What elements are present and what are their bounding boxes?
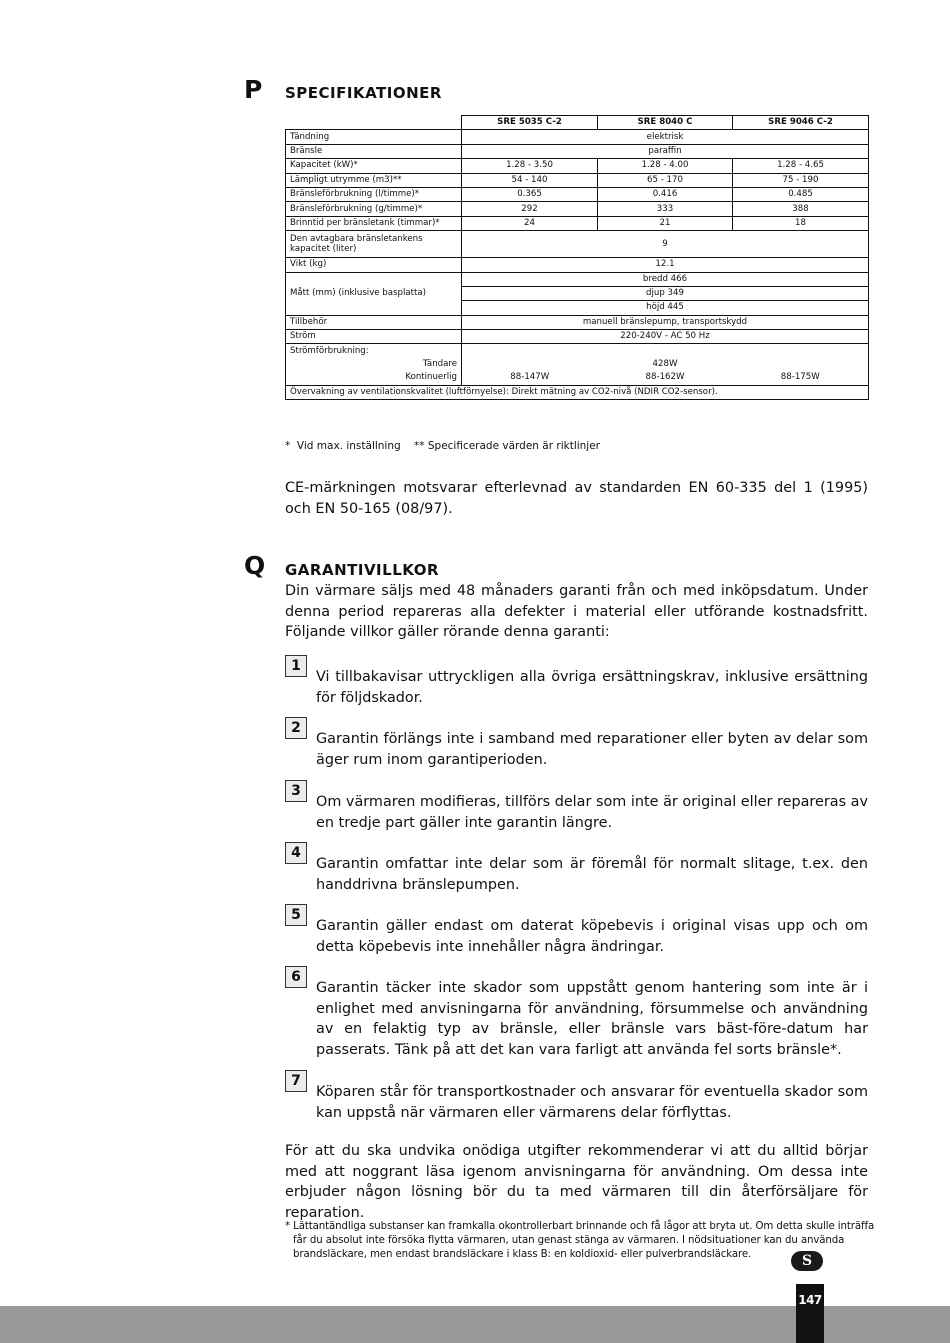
table-row — [286, 258, 869, 272]
row-value: 0.416 — [598, 187, 733, 201]
row-value: 75 - 190 — [733, 173, 869, 187]
item-text: Vi tillbakavisar uttryckligen alla övriga ersättningskrav, inklusive ersättning för följdskador. — [316, 669, 868, 706]
item-number-box: 7 — [285, 1070, 307, 1092]
row-value: 333 — [598, 202, 733, 216]
item-number-box: 3 — [285, 780, 307, 802]
table-row — [286, 272, 869, 286]
table-row — [286, 130, 869, 144]
row-value: 292 — [462, 202, 598, 216]
row-value: 21 — [598, 216, 733, 230]
row-label: Lämpligt utrymme (m3)** — [286, 173, 462, 187]
model-header: SRE 9046 C-2 — [733, 116, 869, 130]
row-value-empty — [462, 344, 869, 358]
row-value: 88-162W — [598, 371, 733, 385]
row-note: Övervakning av ventilationskvalitet (luftförnyelse): Direkt mätning av CO2-nivå (NDIR CO2-sensor). — [286, 385, 869, 399]
section-title-warranty: GARANTIVILLKOR — [285, 561, 440, 579]
row-value: 18 — [733, 216, 869, 230]
row-value: 88-175W — [733, 371, 869, 385]
row-value: djup 349 — [462, 286, 869, 300]
table-row — [286, 385, 869, 399]
item-number-box: 4 — [285, 842, 307, 864]
specifications-table — [285, 115, 869, 400]
table-row — [286, 344, 869, 358]
row-label: Tändare — [286, 358, 462, 371]
table-row — [286, 159, 869, 173]
item-text: Garantin täcker inte skador som uppstått genom hantering som inte är i enlighet med anvisningarna för användning, försummelse och användning av en felaktig typ av bränsle, eller bränsle vars bäst-före-datum har passerats. Tänk på att det kan vara farligt att använda fel sorts bränsle*. — [316, 980, 868, 1058]
item-number-box: 5 — [285, 904, 307, 926]
item-number-box: 2 — [285, 717, 307, 739]
item-number-box: 1 — [285, 655, 307, 677]
row-value: höjd 445 — [462, 301, 869, 315]
row-value: 88-147W — [462, 371, 598, 385]
section-letter-p: P — [244, 75, 263, 104]
table-row — [286, 202, 869, 216]
table-row — [286, 358, 869, 371]
row-value: 1.28 - 3.50 — [462, 159, 598, 173]
model-header: SRE 5035 C-2 — [462, 116, 598, 130]
row-label: Kapacitet (kW)* — [286, 159, 462, 173]
row-value: 1.28 - 4.65 — [733, 159, 869, 173]
row-label: Bränsle — [286, 144, 462, 158]
row-label: Kontinuerlig — [286, 371, 462, 385]
row-value: 0.365 — [462, 187, 598, 201]
row-label: Ström — [286, 330, 462, 344]
row-label: Mått (mm) (inklusive basplatta) — [286, 272, 462, 315]
closing-text: För att du ska undvika onödiga utgifter rekommenderar vi att du alltid börjar med att noggrant läsa igenom anvisningarna för användning. Om dessa inte erbjuder någon lösning bör du ta med värmaren till din återförsäljare för reparation. — [285, 1143, 868, 1221]
row-value: 0.485 — [733, 187, 869, 201]
row-value: 220-240V - AC 50 Hz — [462, 330, 869, 344]
item-text: Köparen står för transportkostnader och ansvarar för eventuella skador som kan uppstå när värmaren eller värmarens delar förflyttas. — [316, 1084, 868, 1121]
table-row — [286, 371, 869, 385]
item-text: Om värmaren modifieras, tillförs delar som inte är original eller repareras av en tredje part gäller inte garantin längre. — [316, 794, 868, 831]
row-value: 388 — [733, 202, 869, 216]
row-label: Tillbehör — [286, 315, 462, 329]
section-title-specifications: SPECIFIKATIONER — [285, 84, 442, 102]
item-text: Garantin gäller endast om daterat köpebevis i original visas upp och om detta köpebevis inte innehåller några ändringar. — [316, 918, 868, 955]
row-label: Tändning — [286, 130, 462, 144]
row-value: 9 — [462, 231, 869, 258]
row-value: manuell bränslepump, transportskydd — [462, 315, 869, 329]
row-value: 1.28 - 4.00 — [598, 159, 733, 173]
table-row — [286, 330, 869, 344]
model-header: SRE 8040 C — [598, 116, 733, 130]
item-number-box: 6 — [285, 966, 307, 988]
language-badge: S — [791, 1251, 823, 1271]
row-value: 65 - 170 — [598, 173, 733, 187]
warranty-intro: Din värmare säljs med 48 månaders garanti från och med inköpsdatum. Under denna period repareras alla defekter i material eller utförande kostnadsfritt. Följande villkor gäller rörande denna garanti: — [285, 583, 868, 641]
section-letter-q: Q — [244, 551, 266, 580]
table-row — [286, 315, 869, 329]
row-value: elektrisk — [462, 130, 869, 144]
ce-text: CE-märkningen motsvarar efterlevnad av standarden EN 60-335 del 1 (1995) och EN 50-165 (08/97). — [285, 480, 868, 517]
row-value: 54 - 140 — [462, 173, 598, 187]
table-row — [286, 173, 869, 187]
row-value: paraffin — [462, 144, 869, 158]
table-row — [286, 231, 869, 258]
table-row — [286, 144, 869, 158]
row-label: Vikt (kg) — [286, 258, 462, 272]
row-label: Bränsleförbrukning (g/timme)* — [286, 202, 462, 216]
row-label: Den avtagbara bränsletankens kapacitet (liter) — [286, 231, 462, 258]
row-label: Brinntid per bränsletank (timmar)* — [286, 216, 462, 230]
row-value: 24 — [462, 216, 598, 230]
row-value: bredd 466 — [462, 272, 869, 286]
page-number: 147 — [796, 1284, 824, 1343]
item-text: Garantin förlängs inte i samband med reparationer eller byten av delar som äger rum inom garantiperioden. — [316, 731, 868, 768]
row-label: Bränsleförbrukning (l/timme)* — [286, 187, 462, 201]
table-header-row — [286, 116, 869, 130]
bottom-footnote: * Lättantändliga substanser kan framkalla okontrollerbart brinnande och få lågor att bryta ut. Om detta skulle inträffa får du absolut inte försöka flytta värmaren, utan genast stänga av värmaren. I nödsituationer kan du använda brandsläckare, men endast brandsläckare i klass B: en koldioxid- eller pulverbrandsläckare. — [285, 1221, 875, 1260]
table-footnote: * Vid max. inställning ** Specificerade värden är riktlinjer — [285, 440, 600, 452]
table-row — [286, 216, 869, 230]
row-value: 428W — [462, 358, 869, 371]
table-row — [286, 187, 869, 201]
table-corner-cell — [286, 116, 462, 130]
item-text: Garantin omfattar inte delar som är föremål för normalt slitage, t.ex. den handdrivna bränslepumpen. — [316, 856, 868, 893]
row-label: Strömförbrukning: — [286, 344, 462, 358]
row-value: 12.1 — [462, 258, 869, 272]
